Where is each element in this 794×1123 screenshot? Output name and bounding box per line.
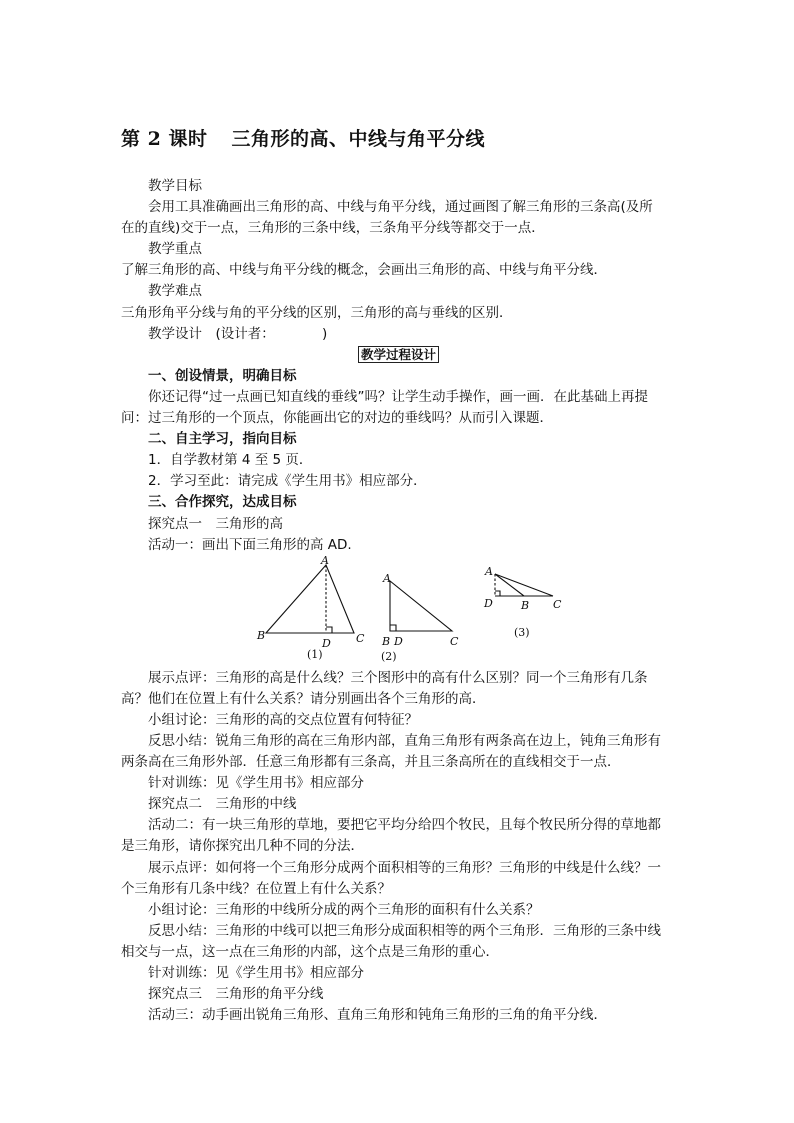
- figure-1-acute-triangle: [266, 565, 354, 633]
- point-2-group: 小组讨论：三角形的中线所分成的两个三角形的面积有什么关系？: [148, 901, 540, 918]
- difficulties-text: 三角形角平分线与角的平分线的区别，三角形的高与垂线的区别．: [121, 304, 513, 321]
- difficulties-heading: 教学难点: [148, 283, 202, 300]
- fig1-label-d: D: [322, 636, 331, 650]
- point-2-reflect-2: 相交与一点，这一点在三角形的内部，这个点是三角形的重心．: [121, 943, 499, 960]
- point-1-heading: 探究点一 三角形的高: [148, 515, 283, 532]
- section-3-heading: 三、合作探究，达成目标: [148, 494, 297, 511]
- lesson-name: 三角形的高、中线与角平分线: [231, 128, 485, 150]
- fig2-label-c: C: [450, 634, 459, 648]
- fig3-caption: (3): [514, 625, 530, 639]
- fig3-label-b: B: [521, 598, 530, 612]
- figure-3-obtuse-triangle: [495, 574, 553, 596]
- point-2-comment-2: 个三角形有几条中线？在位置上有什么关系？: [121, 880, 391, 897]
- point-1-activity: 活动一：画出下面三角形的高 AD.: [148, 536, 352, 553]
- fig3-label-d: D: [484, 596, 493, 610]
- section-1-heading: 一、创设情景，明确目标: [148, 367, 297, 384]
- point-2-activity-1: 活动二：有一块三角形的草地，要把它平均分给四个牧民，且每个牧民所分得的草地都: [148, 817, 661, 834]
- point-1-reflect-2: 两条高在三角形外部．任意三角形都有三条高，并且三条高所在的直线相交于一点．: [121, 754, 621, 771]
- process-title: 教学过程设计: [358, 346, 439, 363]
- point-3-activity: 活动三：动手画出锐角三角形、直角三角形和钝角三角形的三角的角平分线．: [148, 1007, 607, 1024]
- triangle-figures: [121, 556, 676, 668]
- point-1-comment-2: 高？他们在位置上有什么关系？请分别画出各个三角形的高．: [121, 690, 486, 707]
- figure-2-right-triangle: [390, 581, 452, 631]
- fig1-caption: (1): [307, 647, 323, 661]
- point-1-group: 小组讨论：三角形的高的交点位置有何特征？: [148, 711, 418, 728]
- lesson-title: [121, 124, 485, 151]
- goals-text-1: 会用工具准确画出三角形的高、中线与角平分线，通过画图了解三角形的三条高(及所: [148, 199, 653, 216]
- fig3-label-c: C: [553, 597, 562, 611]
- section-1-text-2: 问：过三角形的一个顶点，你能画出它的对边的垂线吗？从而引入课题．: [121, 410, 553, 427]
- point-1-comment-1: 展示点评：三角形的高是什么线？三个图形中的高有什么区别？同一个三角形有几条: [148, 669, 648, 686]
- section-2-item-2: 2．学习至此：请完成《学生用书》相应部分．: [148, 473, 427, 490]
- fig1-label-b: B: [257, 628, 266, 642]
- goals-heading: 教学目标: [148, 178, 202, 194]
- key-points-heading: 教学重点: [148, 241, 202, 258]
- point-2-heading: 探究点二 三角形的中线: [148, 796, 297, 813]
- section-2-heading: 二、自主学习，指向目标: [148, 431, 297, 448]
- key-points-text: 了解三角形的高、中线与角平分线的概念，会画出三角形的高、中线与角平分线．: [121, 262, 607, 279]
- section-2-item-1: 1．自学教材第 4 至 5 页．: [148, 452, 313, 469]
- section-1-text-1: 你还记得“过一点画已知直线的垂线”吗？让学生动手操作，画一画．在此基础上再提: [148, 388, 648, 405]
- point-2-comment-1: 展示点评：如何将一个三角形分成两个面积相等的三角形？三角形的中线是什么线？一: [148, 859, 661, 876]
- point-1-training: 针对训练：见《学生用书》相应部分: [148, 775, 364, 792]
- point-2-reflect-1: 反思小结：三角形的中线可以把三角形分成面积相等的两个三角形．三角形的三条中线: [148, 922, 661, 939]
- point-2-training: 针对训练：见《学生用书》相应部分: [148, 965, 364, 981]
- fig3-label-a: A: [485, 564, 493, 578]
- goals-text-2: 在的直线)交于一点，三角形的三条中线，三条角平分线等都交于一点．: [121, 220, 545, 237]
- fig2-label-a: A: [383, 571, 391, 585]
- point-1-reflect-1: 反思小结：锐角三角形的高在三角形内部，直角三角形有两条高在边上，钝角三角形有: [148, 732, 661, 749]
- point-3-heading: 探究点三 三角形的角平分线: [148, 986, 324, 1003]
- fig2-label-b: B: [382, 634, 391, 648]
- point-2-activity-2: 是三角形，请你探究出几种不同的分法．: [121, 838, 364, 855]
- fig2-label-d: D: [394, 634, 403, 648]
- fig2-caption: (2): [381, 649, 397, 663]
- design-label: 教学设计 (设计者： ): [148, 325, 328, 342]
- fig1-label-a: A: [321, 555, 329, 567]
- lesson-number: 第 2 课时: [121, 128, 208, 150]
- lesson-content: [121, 176, 676, 1026]
- fig1-label-c: C: [356, 631, 365, 645]
